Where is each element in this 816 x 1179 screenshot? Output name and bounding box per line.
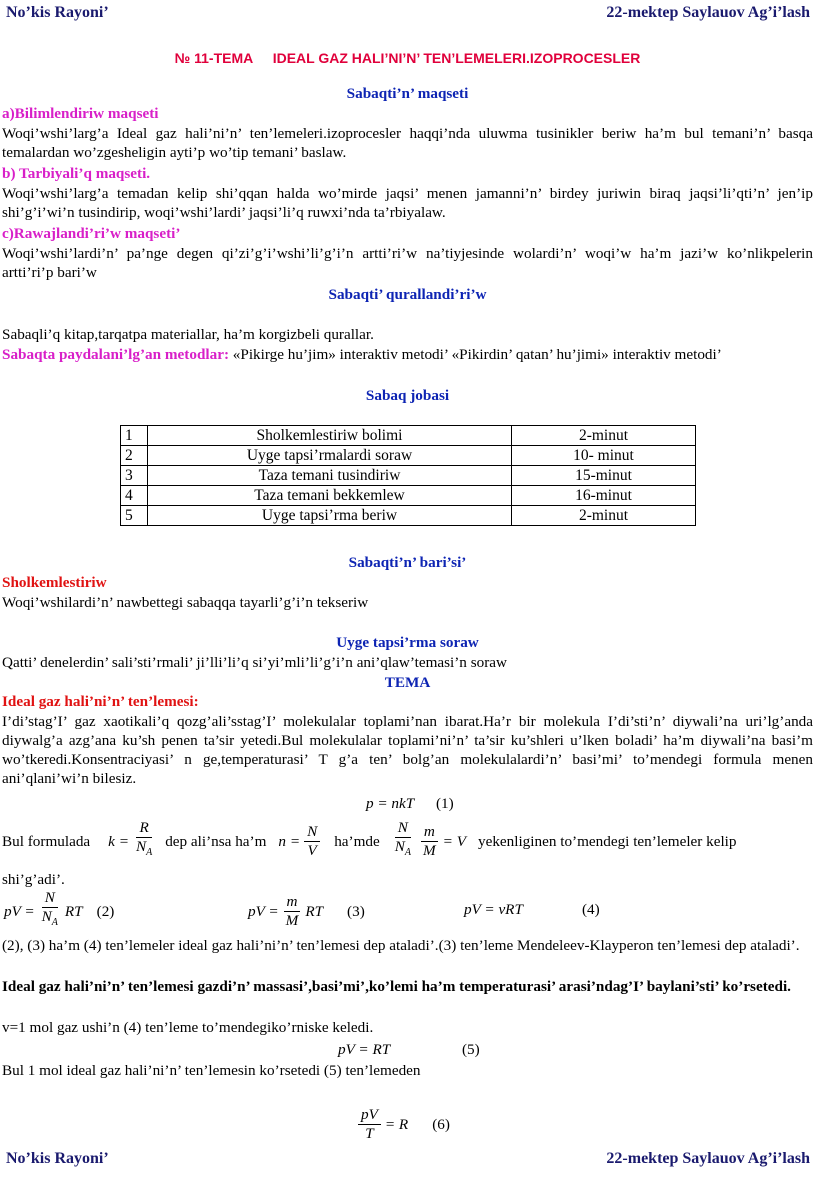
n-numerator: N (304, 823, 320, 842)
page-footer (6, 1149, 810, 1168)
k-lhs: k = (108, 832, 129, 850)
topic-number: № 11-TEMA (174, 50, 254, 66)
ratio-text: yekenliginen to’mendegi ten’lemeler kelip (477, 832, 737, 850)
n-denominator: V (307, 841, 317, 859)
eq2-rhs: RT (64, 902, 83, 920)
table-row (121, 426, 696, 446)
goal-b-text: Woqi’wshi’larg’a temadan kelip shi’qqan halda wo’mirde jaqsi’ menen jamanni’n’ birdey juriwin biraq jaqsi’li’qti’n’ jen’ip shi’g’i’wi’n tusindirip, woqi’wshi’lardi’ jaqsi’li’q ruwxi’nda ta’rbiyalaw. (2, 185, 813, 221)
n-lhs: n = (278, 832, 301, 850)
methods-paragraph (2, 345, 813, 364)
ideal-gas-text: I’di’stag’I’ gaz xaotikali’q qozg’ali’sstag’I’ molekulalar toplami’nan ibarat.Ha’r bir molekula I’di’sti’n’ diywali’na uri’lg’anda diywalg’a azg’ana ku’sh penen ta’sir yetedi.Bul molekulalar toplami’ni’n’ ta’sir ku’shleri u’lken boladi’ ha’m diywali’na basi’m wo’tkeredi.Konsentraciyasi’ n ge,temperaturasi’ T g’a ten’ bolg’an molekulalardi’n’ basi’mi’ to’mendegi formula menen ani’qlani’wi’n bilesiz. (2, 713, 813, 787)
k-fraction (133, 819, 155, 862)
ideal-gas-label: Ideal gaz hali’ni’n’ ten’lemesi: (2, 693, 199, 710)
k-den-sub: A (146, 847, 153, 859)
formula-line (2, 818, 737, 864)
plan-cell-time: 2-minut (512, 426, 696, 446)
eq6-numerator: pV (358, 1106, 381, 1125)
plan-cell-number: 5 (121, 506, 148, 526)
topic-name: IDEAL GAZ HALI’NI’N’ TEN’LEMELERI.IZOPROCESLER (272, 50, 641, 66)
plan-heading: Sabaq jobasi (365, 387, 450, 404)
ratio1-fraction (392, 819, 414, 862)
eq2-den-symbol: N (41, 908, 52, 926)
eq6-denominator: T (365, 1124, 374, 1142)
header-left: No’kis Rayoni’ (6, 4, 109, 21)
plan-cell-stage: Taza temani tusindiriw (148, 466, 512, 486)
org-text: Woqi’wshilardi’n’ nawbettegi sabaqqa tayarli’g’i’n tekseriw (2, 594, 369, 611)
plan-cell-stage: Sholkemlestiriw bolimi (148, 426, 512, 446)
ratio1-denominator (392, 838, 414, 862)
eq2-fraction (39, 889, 61, 932)
equation-1-number: (1) (436, 795, 454, 812)
table-row (121, 486, 696, 506)
mol-text: v=1 mol gaz ushi’n (4) ten’leme to’mendegiko’rniske keledi. (2, 1019, 374, 1036)
goal-a-text: Woqi’wshi’larg’a Ideal gaz hali’ni’n’ ten’lemeleri.izoprocesler haqqi’nda uluwma tusinikler beriw ha’m bul temani’n’ basqa temalardan wo’zgesheligin ayti’p wo’tip temani’ baslaw. (2, 125, 813, 161)
eq3-numerator: m (284, 893, 301, 912)
goal-a-label: a)Bilimlendiriw maqseti (2, 105, 159, 122)
org-label: Sholkemlestiriw (2, 574, 107, 591)
equation-5-text: Bul 1 mol ideal gaz hali’ni’n’ ten’lemesin ko’rsetedi (5) ten’lemeden (2, 1062, 421, 1079)
n-fraction (304, 823, 320, 860)
eq2-den-sub: A (51, 917, 58, 929)
eq3-lhs: pV = (248, 902, 279, 920)
footer-right: 22-mektep Saylauov Ag’i’lash (606, 1150, 810, 1167)
footer-left: No’kis Rayoni’ (6, 1150, 109, 1167)
plan-cell-number: 3 (121, 466, 148, 486)
ratio-text-continued: shi’g’adi’. (2, 871, 65, 888)
k-text: dep ali’nsa ha’m (165, 832, 267, 850)
plan-cell-time: 16-minut (512, 486, 696, 506)
eq2-lhs: pV = (4, 902, 35, 920)
header-right: 22-mektep Saylauov Ag’i’lash (606, 4, 810, 21)
equation-2 (4, 888, 114, 934)
k-denominator (133, 838, 155, 862)
ratio1-numerator: N (395, 819, 411, 838)
tema-heading: TEMA (384, 674, 431, 691)
plan-cell-number: 1 (121, 426, 148, 446)
k-numerator: R (136, 819, 151, 838)
plan-cell-stage: Uyge tapsi’rma beriw (148, 506, 512, 526)
equipment-heading: Sabaqti’ qurallandi’ri’w (328, 286, 487, 303)
topic-title (2, 49, 813, 68)
equation-5: pV = RT (338, 1041, 391, 1058)
ratio2-numerator: m (421, 823, 438, 842)
equation-1: p = nkT (366, 795, 415, 812)
eq2-denominator (39, 908, 61, 932)
bold-note: Ideal gaz hali’ni’n’ ten’lemesi gazdi’n’ massasi’,basi’mi’,ko’lemi ha’m temperaturasi’ arasi’ndag’I’ baylani’sti’ ko’rsetedi. (2, 978, 791, 995)
ratio2-fraction (420, 823, 439, 860)
equations-note: (2), (3) ha’m (4) ten’lemeler ideal gaz hali’ni’n’ ten’lemesi dep ataladi’.(3) ten’leme Mendeleev-Klayperon ten’lemesi dep ataladi’. (2, 937, 800, 954)
homework-text: Qatti’ denelerdin’ sali’sti’rmali’ ji’lli’li’q si’yi’mli’li’g’i’n ani’qlaw’temasi’n soraw (2, 654, 507, 671)
ratio2-denominator: M (423, 841, 436, 859)
eq3-number: (3) (347, 902, 365, 920)
equipment-text: Sabaqli’q kitap,tarqatpa materiallar, ha’m korgizbeli qurallar. (2, 326, 374, 343)
plan-cell-time: 10- minut (512, 446, 696, 466)
ratio-rhs: = V (442, 832, 466, 850)
goal-b-label: b) Tarbiyali’q maqseti. (2, 165, 151, 182)
course-heading: Sabaqti’n’ bari’si’ (348, 554, 467, 571)
plan-cell-stage: Uyge tapsi’rmalardi soraw (148, 446, 512, 466)
equation-4-number: (4) (582, 901, 600, 918)
eq6-rhs: = R (384, 1115, 409, 1133)
page-header (6, 3, 810, 22)
plan-table (120, 425, 696, 526)
ratio1-den-sub: A (404, 847, 411, 859)
goals-heading: Sabaqti’n’ maqseti (346, 85, 469, 102)
plan-cell-number: 4 (121, 486, 148, 506)
n-text: ha’mde (334, 832, 380, 850)
eq2-number: (2) (96, 902, 115, 920)
eq6-number: (6) (432, 1115, 450, 1133)
goal-c-text: Woqi’wshi’lardi’n’ pa’nge degen qi’zi’g’i’wshi’li’g’i’n artti’ri’w na’tiyjesinde wolardi’n’ woqi’w ha’m jazi’w ko’nlikpelerin artti’ri’p bari’w (2, 245, 813, 281)
ratio1-den-symbol: N (394, 838, 405, 856)
table-row (121, 466, 696, 486)
plan-cell-time: 2-minut (512, 506, 696, 526)
formula-intro: Bul formulada (2, 832, 91, 850)
plan-cell-number: 2 (121, 446, 148, 466)
equation-5-number: (5) (462, 1041, 480, 1058)
eq3-fraction (283, 893, 302, 930)
table-row (121, 506, 696, 526)
homework-heading: Uyge tapsi’rma soraw (336, 634, 479, 651)
k-den-symbol: N (135, 838, 147, 856)
equation-3 (248, 888, 365, 934)
equation-6 (358, 1102, 450, 1146)
eq6-fraction (358, 1106, 381, 1143)
eq3-denominator: M (285, 911, 299, 929)
plan-cell-time: 15-minut (512, 466, 696, 486)
table-row (121, 446, 696, 466)
eq3-rhs: RT (305, 902, 324, 920)
plan-cell-stage: Taza temani bekkemlew (148, 486, 512, 506)
methods-label: Sabaqta paydalani’lg’an metodlar: (2, 346, 229, 363)
eq2-numerator: N (42, 889, 58, 908)
methods-text: «Pikirge hu’jim» interaktiv metodi’ «Pikirdin’ qatan’ hu’jimi» interaktiv metodi’ (229, 346, 722, 363)
equation-4: pV = νRT (464, 901, 523, 918)
goal-c-label: c)Rawajlandi’ri’w maqseti’ (2, 225, 181, 242)
